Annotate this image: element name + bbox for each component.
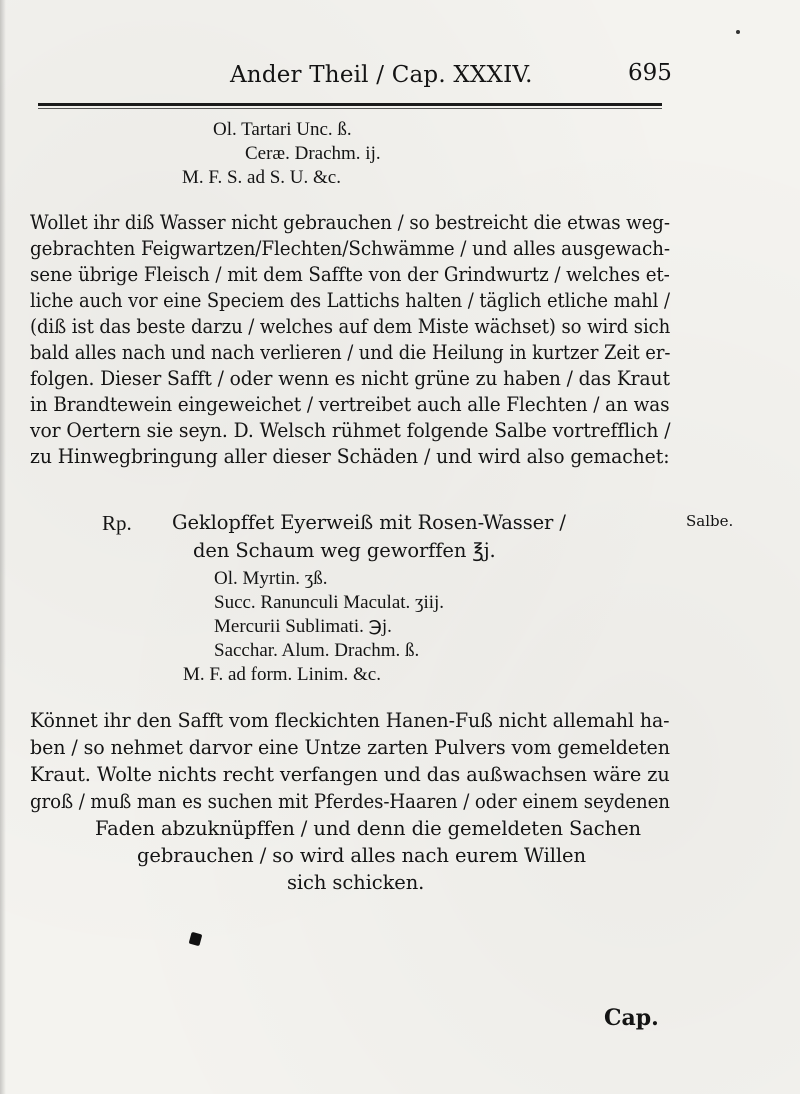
- recipe-top-line: Ol. Tartari Unc. ß.: [213, 119, 352, 140]
- paragraph2-line: sich schicken.: [287, 871, 425, 894]
- ink-blot: [189, 932, 203, 946]
- recipe-top-line: M. F. S. ad S. U. &c.: [182, 167, 341, 188]
- paragraph1-line: bald alles nach und nach verlieren / und die Heilung in kurtzer Zeit er-: [30, 341, 671, 364]
- paragraph1-line: in Brandtewein eingeweichet / vertreibet auch alle Flechten / an was: [30, 393, 670, 416]
- paragraph1-line: liche auch vor eine Speciem des Lattichs halten / täglich etliche mahl /: [30, 289, 670, 312]
- recipe2-line: Succ. Ranunculi Maculat. ʒiij.: [214, 592, 445, 613]
- page-number: 695: [628, 60, 672, 86]
- paragraph2-line: gebrauchen / so wird alles nach eurem Willen: [137, 844, 586, 867]
- paragraph1-line: sene übrige Fleisch / mit dem Saffte von der Grindwurtz / welches et-: [30, 263, 670, 286]
- paragraph2-line: ben / so nehmet darvor eine Untze zarten Pulvers vom gemeldeten: [30, 736, 670, 759]
- paragraph1-line: vor Oertern sie seyn. D. Welsch rühmet folgende Salbe vortrefflich /: [30, 419, 671, 442]
- paragraph1-line: zu Hinwegbringung aller dieser Schäden / und wird also gemachet:: [30, 445, 670, 468]
- header-rule: [38, 103, 662, 106]
- running-head: Ander Theil / Cap. XXXIV.: [230, 62, 533, 88]
- recipe-rp-mark: Rp.: [102, 511, 132, 535]
- recipe2-line: Geklopffet Eyerweiß mit Rosen-Wasser /: [172, 511, 566, 534]
- recipe2-line: Sacchar. Alum. Drachm. ß.: [214, 640, 420, 661]
- paragraph2-line: groß / muß man es suchen mit Pferdes-Haaren / oder einem seydenen: [30, 790, 670, 813]
- recipe2-line: Mercurii Sublimati. ℈j.: [214, 616, 392, 637]
- paragraph1-line: (diß ist das beste darzu / welches auf dem Miste wächset) so wird sich: [30, 315, 671, 338]
- recipe2-line: den Schaum weg geworffen ℥j.: [193, 539, 496, 562]
- recipe2-line: Ol. Myrtin. ʒß.: [214, 568, 328, 589]
- recipe-top-line: Ceræ. Drachm. ij.: [245, 143, 381, 164]
- margin-note: Salbe.: [686, 512, 734, 530]
- paragraph2-line: Könnet ihr den Safft vom fleckichten Hanen-Fuß nicht allemahl ha-: [30, 709, 670, 732]
- paragraph1-line: gebrachten Feigwartzen/Flechten/Schwämme / und alles ausgewach-: [30, 237, 670, 260]
- ink-speck: [736, 30, 740, 34]
- page-edge-shadow: [0, 0, 6, 1094]
- paragraph2-line: Kraut. Wolte nichts recht verfangen und das außwachsen wäre zu: [30, 763, 670, 786]
- paragraph1-line: folgen. Dieser Safft / oder wenn es nicht grüne zu haben / das Kraut: [30, 367, 670, 390]
- paragraph1-line: Wollet ihr diß Wasser nicht gebrauchen / so bestreicht die etwas weg-: [30, 211, 670, 234]
- recipe2-line: M. F. ad form. Linim. &c.: [183, 664, 381, 685]
- catchword: Cap.: [604, 1005, 659, 1031]
- paragraph2-line: Faden abzuknüpffen / und denn die gemeldeten Sachen: [95, 817, 641, 840]
